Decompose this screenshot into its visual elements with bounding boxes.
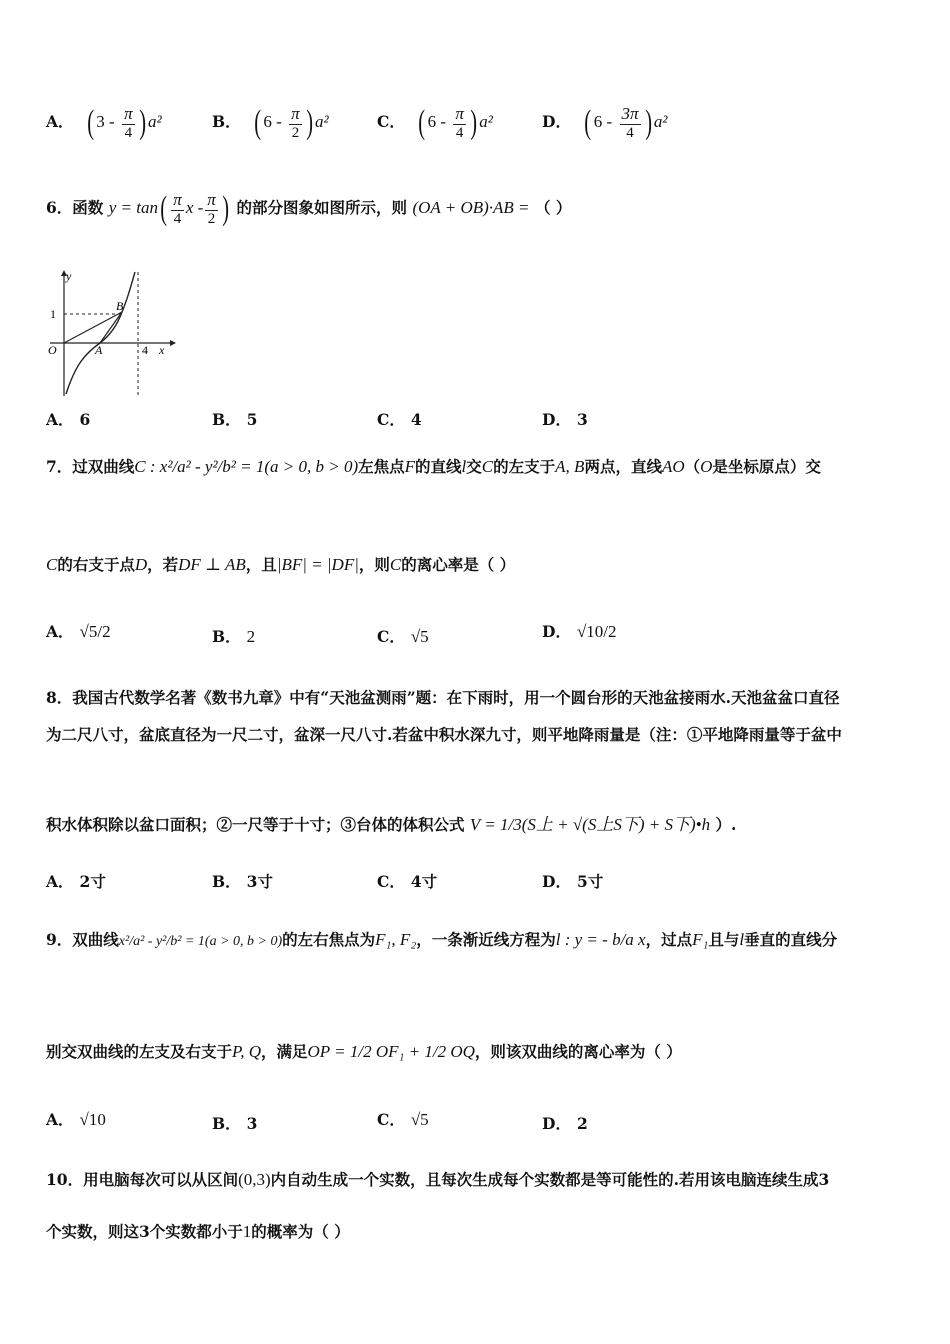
label-a: A — [95, 343, 103, 357]
label-y: y — [66, 269, 72, 283]
tan-curve — [66, 272, 135, 394]
segment-oa-ob — [64, 312, 122, 343]
q6-option-a: A． 6 — [46, 410, 91, 429]
q5-option-b: B． ( 6 - $\frac{\pi}{2}$ ) a² — [212, 103, 329, 141]
q8-line3: 积水体积除以盆口面积；②一尺等于十寸；③台体的体积公式 V = 1/3(S上 + √(S上S下) + S下)•h ）. — [46, 815, 737, 834]
q7-option-c: C． √5 — [377, 627, 429, 646]
q9-option-d: D． 2 — [542, 1114, 588, 1133]
q10-line2: 个实数，则这3个实数都小于1的概率为（ ） — [46, 1222, 350, 1241]
q9-line1: 9．双曲线x²/a² - y²/b² = 1(a > 0, b > 0)的左右焦点为F₁, F₂，一条渐近线方程为l : y = - b/a x，过点F₁且与l垂直的直线分 — [46, 930, 838, 949]
q5-option-c: C． ( 6 - $\frac{\pi}{4}$ ) a² — [377, 103, 493, 141]
segment-ab — [100, 312, 122, 343]
q8-option-a: A． 2寸 — [46, 872, 106, 891]
q9-option-a: A． √10 — [46, 1110, 106, 1129]
q8-line2: 为二尺八寸，盆底直径为一尺二寸，盆深一尺八寸.若盆中积水深九寸，则平地降雨量是（注：①平地降雨量等于盆中 — [46, 725, 842, 744]
q7-line1: 7．过双曲线C : x²/a² - y²/b² = 1(a > 0, b > 0)左焦点F的直线l交C的左支于A, B两点，直线AO（O是坐标原点）交 — [46, 457, 821, 476]
label-b: B — [116, 299, 124, 313]
label-x: x — [159, 343, 165, 357]
x-axis-arrow — [170, 340, 176, 346]
q6-option-b: B． 5 — [212, 410, 258, 429]
q9-option-c: C． √5 — [377, 1110, 429, 1129]
q6-option-d: D． 3 — [542, 410, 588, 429]
q8-option-c: C． 4寸 — [377, 872, 438, 891]
q10-line1: 10．用电脑每次可以从区间(0,3)内自动生成一个实数，且每次生成每个实数都是等可能性的.若用该电脑连续生成3 — [46, 1170, 830, 1189]
q6-option-c: C． 4 — [377, 410, 422, 429]
q5-option-d: D． ( 6 - $\frac{3\pi}{4}$ ) a² — [542, 103, 668, 141]
q5-option-a: A． ( 3 - $\frac{\pi}{4}$ ) a² — [46, 103, 162, 141]
q8-option-d: D． 5寸 — [542, 872, 604, 891]
q6-stem: 6．函数 y = tan( $\frac{\pi}{4}$ x - $\frac{\pi}{2}$ ) 的部分图象如图所示，则 (OA + OB)·AB = （ ） — [46, 189, 572, 227]
q6-graph — [42, 268, 177, 400]
q7-line2: C的右支于点D，若DF ⊥ AB，且|BF| = |DF|，则C的离心率是（ ） — [46, 555, 516, 574]
label-o: O — [48, 343, 57, 357]
label-1: 1 — [50, 307, 56, 321]
q8-option-b: B． 3寸 — [212, 872, 273, 891]
label-4: 4 — [142, 343, 148, 357]
q9-line2: 别交双曲线的左支及右支于P, Q，满足OP = 1/2 OF₁ + 1/2 OQ，则该双曲线的离心率为（ ） — [46, 1042, 682, 1061]
q8-line1: 8．我国古代数学名著《数书九章》中有“天池盆测雨”题：在下雨时，用一个圆台形的天池盆接雨水.天池盆盆口直径 — [46, 688, 840, 707]
q7-option-b: B． 2 — [212, 627, 256, 646]
q7-option-d: D． √10/2 — [542, 622, 617, 641]
q7-option-a: A． √5/2 — [46, 622, 111, 641]
q9-option-b: B． 3 — [212, 1114, 258, 1133]
